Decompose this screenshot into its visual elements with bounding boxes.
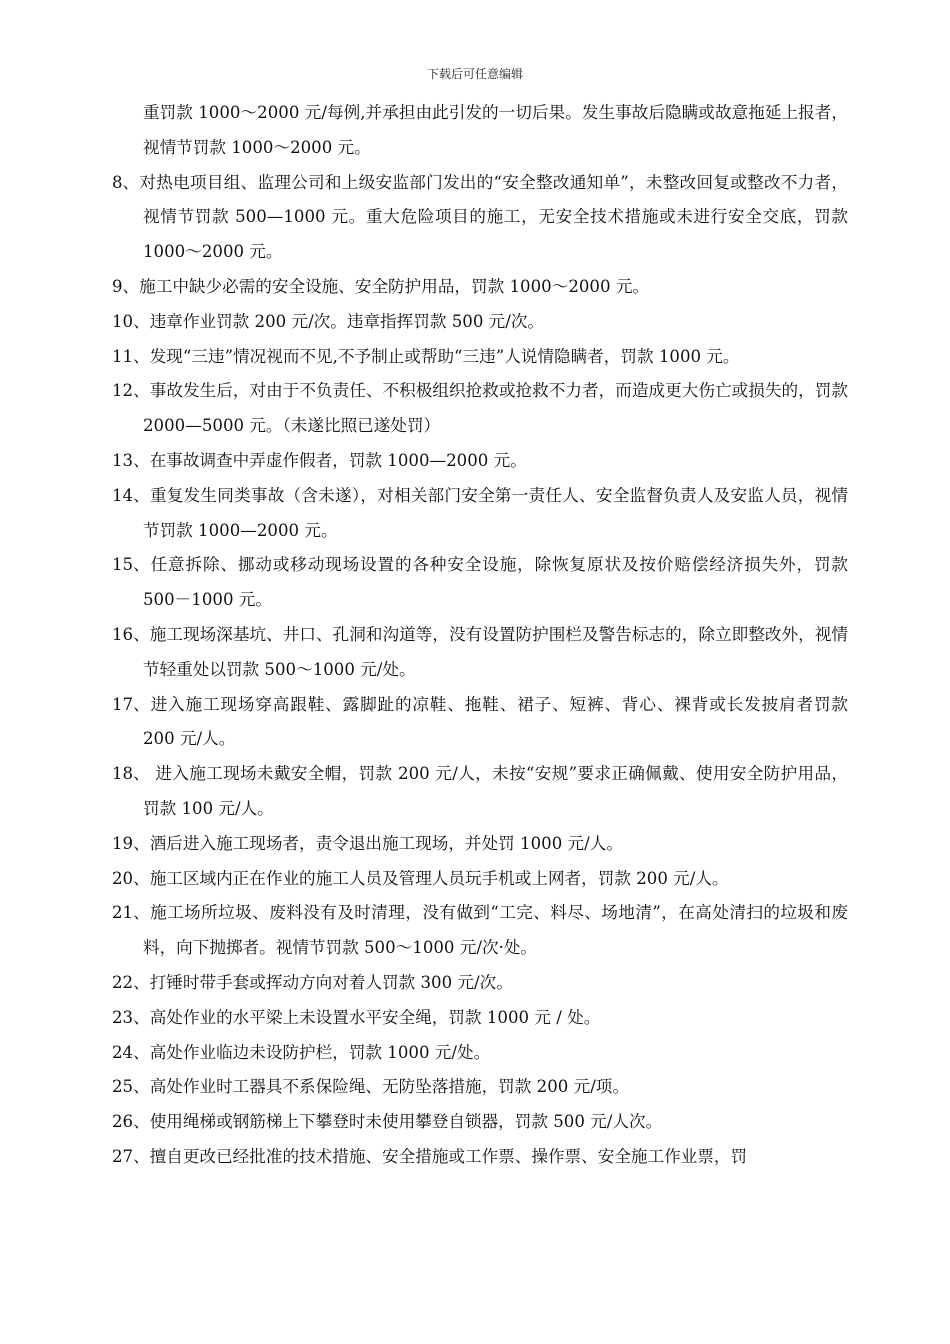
item-text: 酒后进入施工现场者，责令退出施工现场，并处罚 1000 元/人。 — [149, 833, 623, 853]
item-text: 高处作业的水平梁上未设置水平安全绳，罚款 1000 元 / 处。 — [149, 1007, 601, 1027]
list-item — [112, 966, 848, 1001]
list-item — [112, 548, 848, 618]
item-text: 违章作业罚款 200 元/次。违章指挥罚款 500 元/次。 — [149, 311, 545, 331]
item-number: 11、 — [112, 346, 150, 366]
item-number: 16、 — [112, 624, 150, 644]
list-item — [112, 479, 848, 549]
item-text: 施工中缺少必需的安全设施、安全防护用品，罚款 1000～2000 元。 — [139, 276, 650, 296]
list-item — [112, 270, 848, 305]
item-number: 13、 — [112, 450, 150, 470]
item-text: 施工现场深基坑、井口、孔洞和沟道等，没有设置防护围栏及警告标志的，除立即整改外，视情节轻重处以罚款 500～1000 元/处。 — [143, 624, 848, 679]
list-item — [112, 688, 848, 758]
item-text: 进入施工现场穿高跟鞋、露脚趾的凉鞋、拖鞋、裙子、短裤、背心、裸背或长发披肩者罚款 200 元/人。 — [143, 694, 848, 749]
item-number: 9、 — [112, 276, 140, 296]
item-text: 打锤时带手套或挥动方向对着人罚款 300 元/次。 — [149, 972, 513, 992]
item-text: 在事故调查中弄虚作假者，罚款 1000—2000 元。 — [149, 450, 527, 470]
item-text: 高处作业时工器具不系保险绳、无防坠落措施，罚款 200 元/项。 — [149, 1077, 629, 1097]
item-text: 对热电项目组、监理公司和上级安监部门发出的“安全整改通知单”，未整改回复或整改不力者，视情节罚款 500—1000 元。重大危险项目的施工，无安全技术措施或未进行安全交底，罚款 1000～2000 元。 — [139, 172, 848, 262]
list-item — [112, 862, 848, 897]
list-item — [112, 618, 848, 688]
item-number: 25、 — [112, 1077, 150, 1097]
item-text: 施工区域内正在作业的施工人员及管理人员玩手机或上网者，罚款 200 元/人。 — [149, 868, 729, 888]
list-item — [112, 305, 848, 340]
list-item — [112, 896, 848, 966]
item-text: 事故发生后，对由于不负责任、不积极组织抢救或抢救不力者，而造成更大伤亡或损失的，罚款 2000—5000 元。（未遂比照已遂处罚） — [143, 381, 848, 436]
list-item — [112, 444, 848, 479]
item-number: 20、 — [112, 868, 150, 888]
list-item — [112, 1070, 848, 1105]
item-number: 14、 — [112, 485, 150, 505]
item-number: 26、 — [112, 1112, 150, 1132]
list-item — [112, 340, 848, 375]
item-text: 任意拆除、挪动或移动现场设置的各种安全设施，除恢复原状及按价赔偿经济损失外，罚款 500－1000 元。 — [143, 555, 848, 610]
item-number: 18、 — [112, 764, 150, 784]
item-number: 15、 — [112, 555, 150, 575]
item-number: 22、 — [112, 972, 150, 992]
item-number: 10、 — [112, 311, 150, 331]
item-number: 21、 — [112, 903, 150, 923]
page-header: 下载后可任意编辑 — [426, 67, 523, 81]
item-number: 8、 — [112, 172, 140, 192]
item-number: 23、 — [112, 1007, 150, 1027]
item-number: 27、 — [112, 1146, 150, 1166]
item-number: 12、 — [112, 381, 150, 401]
list-item — [112, 1001, 848, 1036]
item-number: 19、 — [112, 833, 150, 853]
item-text: 高处作业临边未设防护栏，罚款 1000 元/处。 — [149, 1042, 491, 1062]
item-text: 发现“三违”情况视而不见,不予制止或帮助“三违”人说情隐瞒者，罚款 1000 元。 — [149, 346, 740, 366]
item-text: 重复发生同类事故（含未遂），对相关部门安全第一责任人、安全监督负责人及安监人员，视情节罚款 1000—2000 元。 — [143, 485, 848, 540]
item-text: 进入施工现场未戴安全帽，罚款 200 元/人，未按“安规”要求正确佩戴、使用安全防护用品，罚款 100 元/人。 — [143, 764, 848, 818]
item-text: 擅自更改已经批准的技术措施、安全措施或工作票、操作票、安全施工作业票，罚 — [149, 1146, 748, 1166]
list-item — [112, 1140, 848, 1175]
penalty-list — [112, 96, 848, 1175]
list-item — [112, 757, 848, 827]
list-item — [112, 1105, 848, 1140]
list-item — [112, 374, 848, 444]
list-item — [112, 827, 848, 862]
item-text: 施工场所垃圾、废料没有及时清理，没有做到“工完、料尽、场地清”，在高处清扫的垃圾和废料，向下抛掷者。视情节罚款 500～1000 元/次·处。 — [143, 903, 848, 958]
list-item — [112, 166, 848, 270]
item-number: 17、 — [112, 694, 150, 714]
item-text: 使用绳梯或钢筋梯上下攀登时未使用攀登自锁器，罚款 500 元/人次。 — [149, 1112, 663, 1132]
item-number: 24、 — [112, 1042, 150, 1062]
list-item — [112, 96, 848, 166]
list-item — [112, 1036, 848, 1071]
item-text: 重罚款 1000～2000 元/每例,并承担由此引发的一切后果。发生事故后隐瞒或故意拖延上报者，视情节罚款 1000～2000 元。 — [143, 103, 848, 157]
